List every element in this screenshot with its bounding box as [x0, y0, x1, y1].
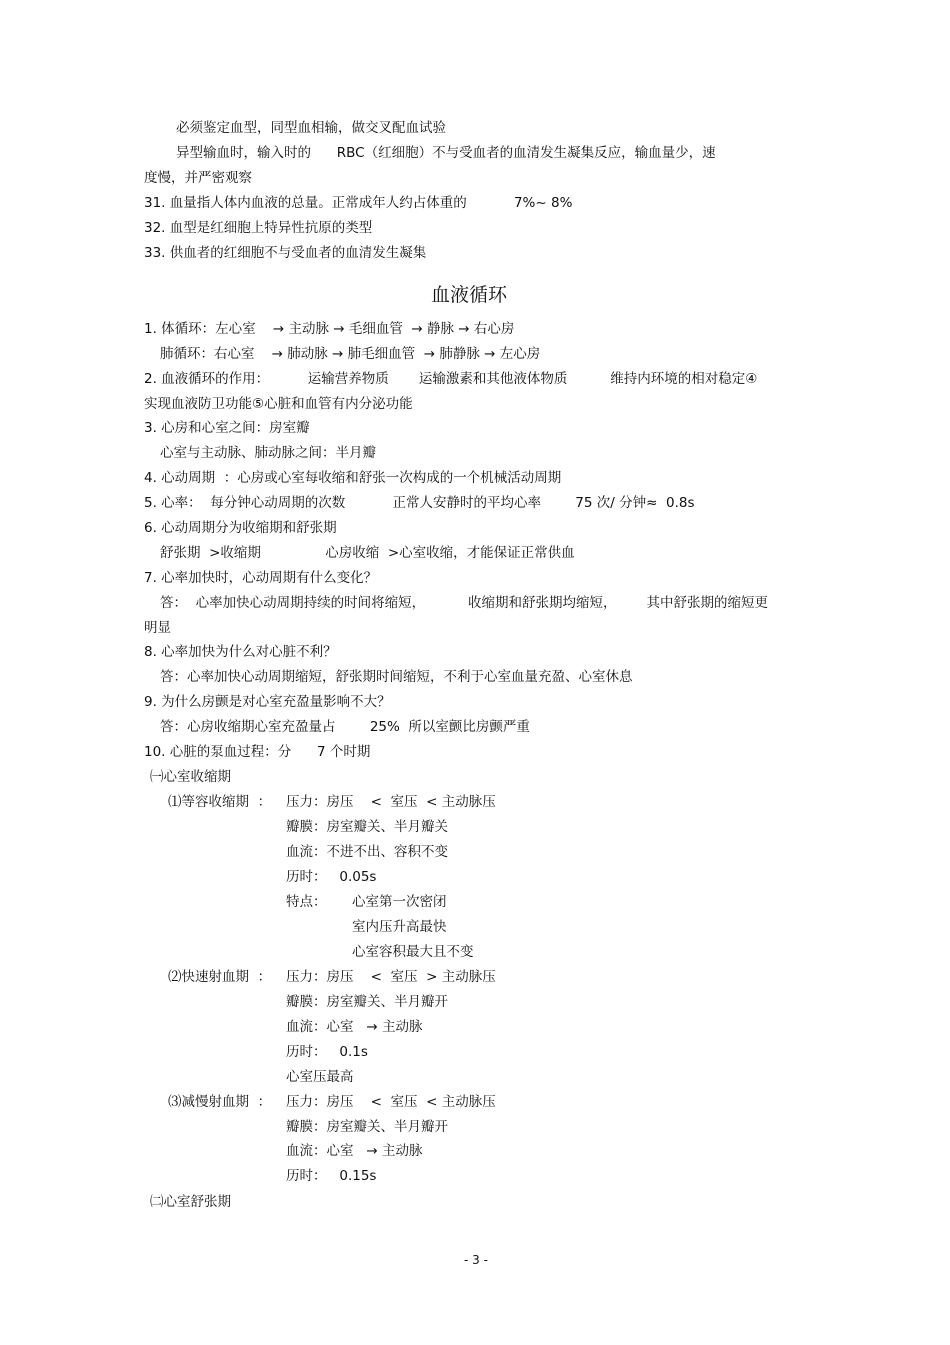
- phase-valve: 瓣膜：房室瓣关、半月瓣开: [286, 994, 448, 1010]
- phase-name: ⑵快速射血期 ：: [168, 969, 272, 985]
- text-line: 答：心房收缩期心室充盈量占 25% 所以室颤比房颤严重: [160, 719, 530, 735]
- phase-valve: 瓣膜：房室瓣关、半月瓣开: [286, 1119, 448, 1135]
- phase-name: ⑶减慢射血期 ：: [168, 1094, 272, 1110]
- phase-pressure: 压力：房压 < 室压 > 主动脉压: [286, 969, 496, 985]
- phase-feature: 心室第一次密闭: [352, 894, 447, 910]
- phase-feature-label: 特点：: [286, 894, 327, 910]
- phase-pressure: 压力：房压 < 室压 < 主动脉压: [286, 794, 496, 810]
- phase-name: ⑴等容收缩期 ：: [168, 794, 272, 810]
- phase-flow: 血流：不进不出、容积不变: [286, 844, 448, 860]
- text-line: 8. 心率加快为什么对心脏不利？: [144, 644, 337, 660]
- text-line: 舒张期 >收缩期 心房收缩 >心室收缩，才能保证正常供血: [160, 545, 575, 561]
- text-line: 3. 心房和心室之间：房室瓣: [144, 420, 310, 436]
- text-line: 明显: [144, 620, 171, 636]
- phase-feature: 心室容积最大且不变: [352, 944, 474, 960]
- text-line: ㈡心室舒张期: [150, 1194, 231, 1210]
- phase-duration: 历时： 0.15s: [286, 1168, 377, 1184]
- phase-pressure: 压力：房压 < 室压 < 主动脉压: [286, 1094, 496, 1110]
- phase-feature: 室内压升高最快: [352, 919, 447, 935]
- text-line: 实现血液防卫功能⑤心脏和血管有内分泌功能: [144, 396, 413, 412]
- text-line: 33. 供血者的红细胞不与受血者的血清发生凝集: [144, 245, 427, 261]
- text-line: 10. 心脏的泵血过程：分 7 个时期: [144, 744, 371, 760]
- text-line: 心室与主动脉、肺动脉之间：半月瓣: [160, 445, 376, 461]
- text-line: 7. 心率加快时，心动周期有什么变化？: [144, 570, 378, 586]
- phase-flow: 血流：心室 → 主动脉: [286, 1143, 423, 1159]
- text-line: 肺循环：右心室 → 肺动脉 → 肺毛细血管 → 肺静脉 → 左心房: [160, 346, 541, 362]
- text-line: 度慢，并严密观察: [144, 170, 252, 186]
- text-line: 1. 体循环：左心室 → 主动脉 → 毛细血管 → 静脉 → 右心房: [144, 321, 515, 337]
- text-line: 5. 心率： 每分钟心动周期的次数 正常人安静时的平均心率 75 次/ 分钟≈ 0.8s: [144, 495, 695, 511]
- text-line: 32. 血型是红细胞上特异性抗原的类型: [144, 220, 373, 236]
- text-line: 2. 血液循环的作用： 运输营养物质 运输激素和其他液体物质 维持内环境的相对稳定④: [144, 371, 758, 387]
- text-line: 异型输血时，输入时的 RBC（红细胞）不与受血者的血清发生凝集反应，输血量少，速: [176, 145, 716, 161]
- text-line: 答：心率加快心动周期缩短，舒张期时间缩短，不利于心室血量充盈、心室休息: [160, 669, 633, 685]
- text-line: ㈠心室收缩期: [150, 769, 231, 785]
- phase-note: 心室压最高: [286, 1069, 354, 1085]
- text-line: 9. 为什么房颤是对心室充盈量影响不大？: [144, 694, 391, 710]
- text-line: 必须鉴定血型，同型血相输，做交叉配血试验: [176, 120, 446, 136]
- text-line: 31. 血量指人体内血液的总量。正常成年人约占体重的 7%~ 8%: [144, 195, 573, 211]
- text-line: 6. 心动周期分为收缩期和舒张期: [144, 520, 337, 536]
- phase-flow: 血流：心室 → 主动脉: [286, 1019, 423, 1035]
- text-line: 答： 心率加快心动周期持续的时间将缩短， 收缩期和舒张期均缩短， 其中舒张期的缩短更: [160, 595, 769, 611]
- phase-duration: 历时： 0.1s: [286, 1044, 368, 1060]
- phase-duration: 历时： 0.05s: [286, 869, 377, 885]
- page-number: - 3 -: [464, 1253, 488, 1267]
- phase-valve: 瓣膜：房室瓣关、半月瓣关: [286, 819, 448, 835]
- section-title: 血液循环: [431, 284, 508, 306]
- text-line: 4. 心动周期 ：心房或心室每收缩和舒张一次构成的一个机械活动周期: [144, 470, 562, 486]
